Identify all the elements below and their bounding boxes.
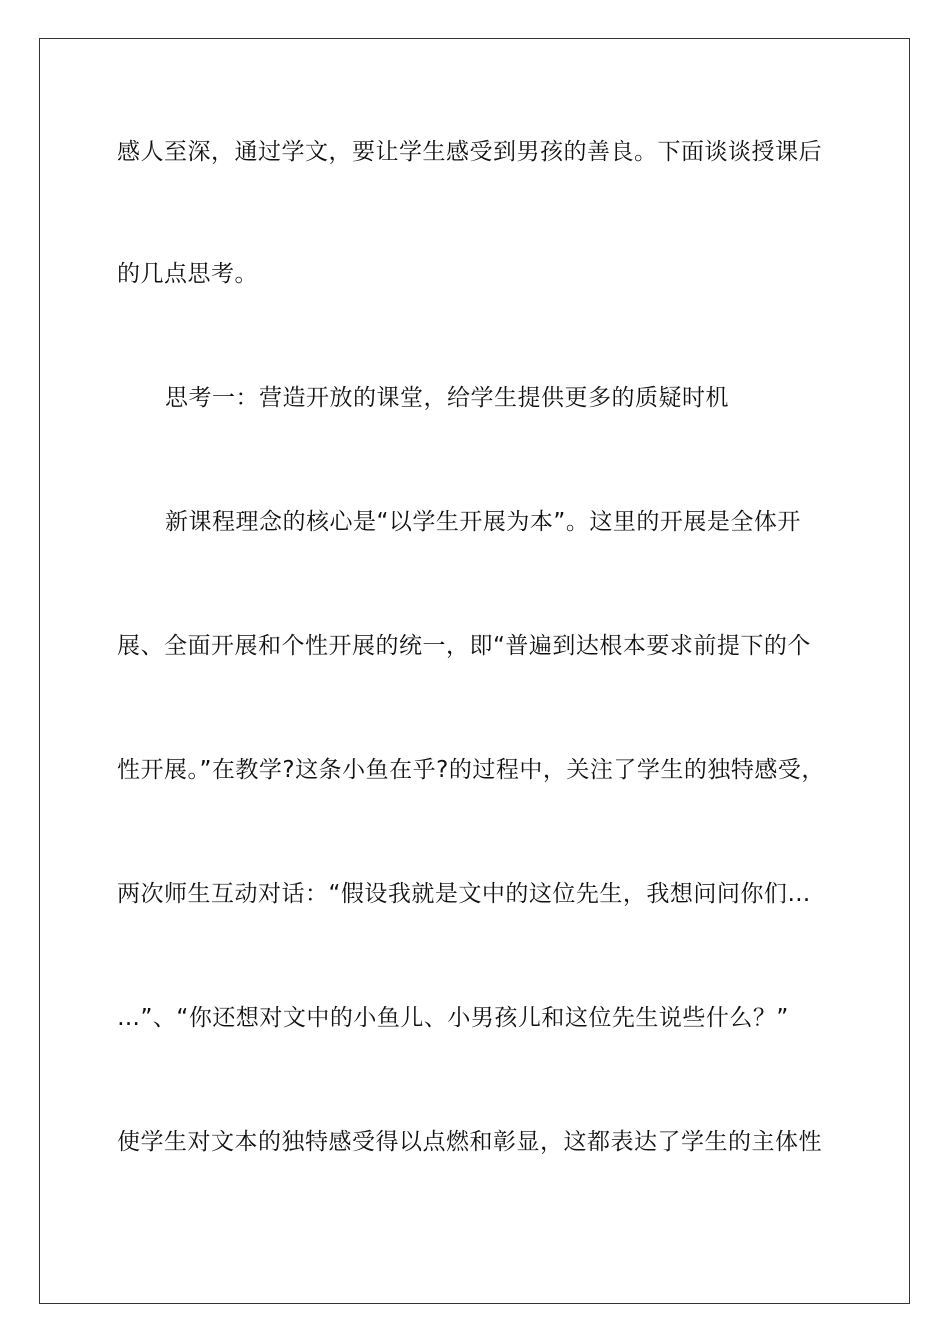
paragraph-line-1: 感人至深，通过学文，要让学生感受到男孩的善良。下面谈谈授课后	[117, 139, 822, 165]
paragraph-line-4: 新课程理念的核心是“以学生开展为本”。这里的开展是全体开	[165, 509, 801, 535]
paragraph-line-2: 的几点思考。	[117, 261, 258, 287]
section-heading: 思考一：营造开放的课堂，给学生提供更多的质疑时机	[165, 385, 729, 411]
page-border	[39, 38, 910, 1304]
paragraph-line-5: 展、全面开展和个性开展的统一，即“普遍到达根本要求前提下的个	[117, 633, 811, 659]
paragraph-line-6: 性开展。”在教学?这条小鱼在乎?的过程中，关注了学生的独特感受，	[117, 757, 825, 783]
paragraph-line-7: 两次师生互动对话：“假设我就是文中的这位先生，我想问问你们…	[117, 881, 811, 907]
paragraph-line-8: …”、“你还想对文中的小鱼儿、小男孩儿和这位先生说些什么？”	[117, 1005, 789, 1031]
paragraph-line-9: 使学生对文本的独特感受得以点燃和彰显，这都表达了学生的主体性	[117, 1129, 822, 1155]
